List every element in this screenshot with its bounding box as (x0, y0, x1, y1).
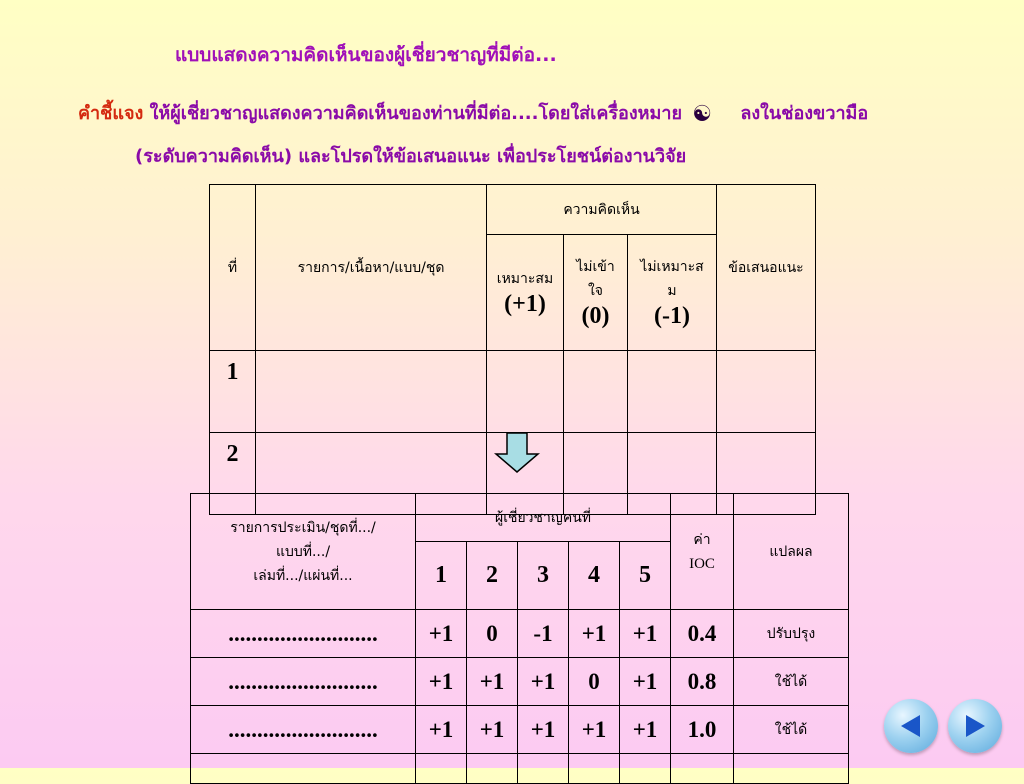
result-cell: ใช้ได้ (734, 706, 849, 754)
suggestion-cell[interactable] (717, 351, 816, 433)
expert-number: 3 (518, 542, 569, 610)
col-header-result: แปลผล (734, 494, 849, 610)
row-number: 1 (210, 351, 256, 433)
score-cell: +1 (620, 610, 671, 658)
expert-number: 2 (467, 542, 518, 610)
score-cell: +1 (467, 706, 518, 754)
table-row (191, 706, 849, 754)
score-cell: +1 (518, 706, 569, 754)
next-button[interactable] (948, 699, 1002, 753)
col-header-item: รายการ/เนื้อหา/แบบ/ชุด (256, 185, 487, 351)
instruction-line-1 (78, 98, 1008, 127)
item-cell[interactable] (256, 351, 487, 433)
check-cell[interactable] (628, 351, 717, 433)
smiley-mark-icon: ☯ (692, 102, 713, 127)
score-cell (416, 754, 467, 784)
instruction-text-1: ให้ผู้เชี่ยวชาญแสดงความคิดเห็นของท่านที่มีต่อ....โดยใส่เครื่องหมาย (149, 103, 683, 124)
score-cell: +1 (416, 658, 467, 706)
score-cell: 0 (569, 658, 620, 706)
col-header-fit: เหมาะสม (+1) (487, 235, 564, 351)
triangle-left-icon (884, 699, 938, 753)
previous-button[interactable] (884, 699, 938, 753)
down-arrow-icon (494, 432, 540, 474)
ioc-table (190, 493, 849, 784)
result-cell: ปรับปรุง (734, 610, 849, 658)
score-cell: +1 (620, 658, 671, 706)
instruction-line-2: (ระดับความคิดเห็น) และโปรดให้ข้อเสนอแนะ เพื่อประโยชน์ต่องานวิจัย (135, 146, 687, 167)
expert-number: 4 (569, 542, 620, 610)
score-cell: +1 (569, 610, 620, 658)
ioc-value (671, 754, 734, 784)
score-cell: 0 (467, 610, 518, 658)
col-header-unfit: ไม่เหมาะสม (-1) (628, 235, 717, 351)
score-cell: +1 (620, 706, 671, 754)
expert-number: 1 (416, 542, 467, 610)
col-header-experts: ผู้เชี่ยวชาญคนที่ (416, 494, 671, 542)
item-cell: .......................... (191, 610, 416, 658)
check-cell[interactable] (487, 351, 564, 433)
score-cell: +1 (467, 658, 518, 706)
ioc-value: 0.4 (671, 610, 734, 658)
score-cell: -1 (518, 610, 569, 658)
ioc-value: 1.0 (671, 706, 734, 754)
table-row (210, 351, 816, 433)
instruction-lead: คำชี้แจง (78, 103, 144, 124)
page-title: แบบแสดงความคิดเห็นของผู้เชี่ยวชาญที่มีต่อ... (175, 44, 557, 66)
score-cell (467, 754, 518, 784)
col-header-no: ที่ (210, 185, 256, 351)
row-number: 2 (210, 433, 256, 515)
check-cell[interactable] (564, 351, 628, 433)
result-cell: ใช้ได้ (734, 658, 849, 706)
col-header-opinion: ความคิดเห็น (487, 185, 717, 235)
col-header-ioc: ค่า IOC (671, 494, 734, 610)
table-row (191, 658, 849, 706)
instruction-text-2: ลงในช่องขวามือ (740, 103, 869, 124)
score-cell: +1 (569, 706, 620, 754)
item-cell: .......................... (191, 706, 416, 754)
item-cell: .......................... (191, 658, 416, 706)
score-cell: +1 (416, 610, 467, 658)
col-header-assessment: รายการประเมิน/ชุดที่.../ แบบที่.../ เล่มที่.../แผ่นที่... (191, 494, 416, 610)
ioc-value: 0.8 (671, 658, 734, 706)
score-cell (518, 754, 569, 784)
item-cell (191, 754, 416, 784)
table-row (191, 754, 849, 784)
col-header-suggestion: ข้อเสนอแนะ (717, 185, 816, 351)
score-cell: +1 (416, 706, 467, 754)
table-row (191, 610, 849, 658)
score-cell (569, 754, 620, 784)
expert-number: 5 (620, 542, 671, 610)
triangle-right-icon (948, 699, 1002, 753)
col-header-unsure: ไม่เข้าใจ (0) (564, 235, 628, 351)
score-cell: +1 (518, 658, 569, 706)
score-cell (620, 754, 671, 784)
result-cell (734, 754, 849, 784)
